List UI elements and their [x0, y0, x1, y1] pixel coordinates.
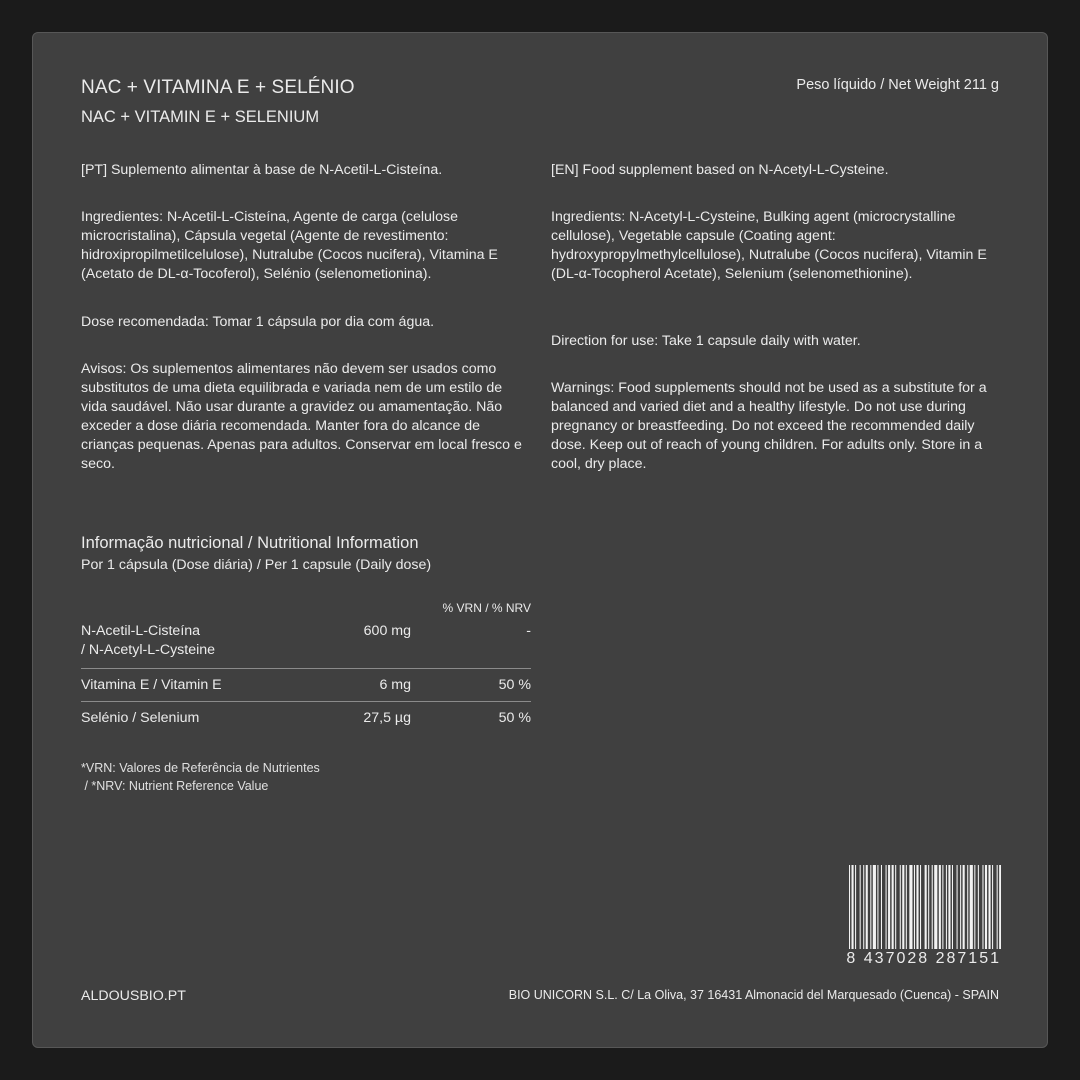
nutrition-table-header	[81, 598, 531, 618]
product-label-panel	[32, 32, 1048, 1048]
barcode-bar	[870, 865, 871, 949]
pt-intro: [PT] Suplemento alimentar à base de N-Acetil-L-Cisteína.	[81, 162, 443, 178]
nutrient-amount: 6 mg	[379, 677, 411, 693]
nutrient-name: Selénio / Selenium	[81, 710, 200, 726]
en-ingredients: Ingredients: N-Acetyl-L-Cysteine, Bulking agent (microcrystalline cellulose), Vegetable capsule (Coating agent: hydroxypropylmethylcellulose), Nutralube (Cocos nucifera), Vitamin E (DL-α-Tocopherol Acetate), Selenium (selenomethionine).	[551, 209, 987, 282]
barcode-bar	[948, 865, 950, 949]
barcode-bar	[999, 865, 1001, 949]
nrv-column-header: % VRN / % NRV	[442, 601, 531, 615]
barcode-bar	[860, 865, 861, 949]
barcode-bar	[992, 865, 993, 949]
barcode-bar	[886, 865, 887, 949]
barcode-bar	[932, 865, 933, 949]
barcode-bar	[888, 865, 890, 949]
barcode-bar	[863, 865, 864, 949]
barcode-bar	[960, 865, 961, 949]
table-row	[81, 618, 531, 669]
barcode-bar	[925, 865, 927, 949]
table-row	[81, 702, 531, 728]
nutrient-amount: 600 mg	[363, 623, 411, 639]
pt-warnings: Avisos: Os suplementos alimentares não devem ser usados como substitutos de uma dieta equilibrada e variada nem de um estilo de vida saudável. Não usar durante a gravidez ou amamentação. Não exceder a dose diária recomendada. Manter fora do alcance de crianças pequenas. Apenas para adultos. Conservar em local fresco e seco.	[81, 361, 522, 472]
en-warnings: Warnings: Food supplements should not be used as a substitute for a balanced and varied diet and a healthy lifestyle. Do not use during pregnancy or breastfeeding. Do not exceed the recommended daily dose. Keep out of reach of young children. For adults only. Store in a cool, dry place.	[551, 380, 987, 472]
barcode-bar	[900, 865, 901, 949]
nutrient-name: Vitamina E / Vitamin E	[81, 677, 222, 693]
barcode-bar	[877, 865, 878, 949]
footnote-line: *VRN: Valores de Referência de Nutrientes	[81, 761, 320, 775]
barcode-bar	[963, 865, 965, 949]
barcode-bar	[952, 865, 953, 949]
nutrient-percent: 50 %	[498, 677, 531, 693]
barcode-bar	[997, 865, 998, 949]
barcode-bar	[974, 865, 975, 949]
barcode-bar	[892, 865, 894, 949]
barcode-bar	[957, 865, 958, 949]
net-weight: Peso líquido / Net Weight 211 g	[796, 77, 999, 93]
table-row	[81, 669, 531, 702]
barcode-number: 8 437028 287151	[846, 950, 1001, 967]
barcode-bar	[914, 865, 915, 949]
barcode-bar	[970, 865, 973, 949]
barcode-bar	[902, 865, 904, 949]
barcode-bar	[866, 865, 868, 949]
nutrient-percent: 50 %	[498, 710, 531, 726]
nutrient-amount: 27,5 µg	[363, 710, 411, 726]
nutrition-title: Informação nutricional / Nutritional Information	[81, 534, 419, 552]
barcode-bar	[855, 865, 856, 949]
barcode-bar	[982, 865, 983, 949]
barcode-bar	[989, 865, 991, 949]
company-address: BIO UNICORN S.L. C/ La Oliva, 37 16431 Almonacid del Marquesado (Cuenca) - SPAIN	[508, 988, 999, 1002]
nutrient-name-line: / N-Acetyl-L-Cysteine	[81, 642, 216, 658]
barcode-bar	[928, 865, 929, 949]
barcode-bar	[934, 865, 937, 949]
barcode-bar	[852, 865, 854, 949]
barcode-bar	[946, 865, 947, 949]
nutrient-percent: -	[526, 623, 531, 639]
barcode-bar	[939, 865, 941, 949]
barcode-bar	[909, 865, 912, 949]
barcode-bar	[881, 865, 882, 949]
pt-ingredients: Ingredientes: N-Acetil-L-Cisteína, Agente de carga (celulose microcristalina), Cápsula vegetal (Agente de revestimento: hidroxipropilmetilcelulose), Nutralube (Cocos nucifera), Vitamina E (Acetato de DL-α-Tocoferol), Selénio (selenometionina).	[81, 209, 498, 282]
barcode-bar	[873, 865, 876, 949]
pt-dose: Dose recomendada: Tomar 1 cápsula por dia com água.	[81, 314, 435, 330]
barcode-bar	[920, 865, 921, 949]
en-intro: [EN] Food supplement based on N-Acetyl-L-Cysteine.	[551, 162, 889, 178]
barcode-bar	[942, 865, 943, 949]
nrv-footnote	[81, 759, 320, 795]
product-title: NAC + VITAMINA E + SELÉNIO	[81, 77, 355, 98]
barcode-bar	[916, 865, 918, 949]
website-link[interactable]: ALDOUSBIO.PT	[81, 988, 186, 1004]
footnote-line: / *NRV: Nutrient Reference Value	[81, 779, 269, 793]
barcode-bar	[985, 865, 987, 949]
barcode-bar	[967, 865, 968, 949]
en-direction: Direction for use: Take 1 capsule daily with water.	[551, 333, 861, 349]
nutrition-table	[81, 598, 531, 728]
nutrient-name-line: N-Acetil-L-Cisteína	[81, 623, 201, 639]
barcode-bar	[906, 865, 907, 949]
barcode-image	[849, 865, 1001, 949]
barcode-bar	[849, 865, 850, 949]
product-subtitle: NAC + VITAMIN E + SELENIUM	[81, 108, 320, 126]
barcode-bar	[895, 865, 896, 949]
nutrition-subtitle: Por 1 cápsula (Dose diária) / Per 1 capsule (Daily dose)	[81, 557, 432, 573]
barcode-bar	[978, 865, 979, 949]
